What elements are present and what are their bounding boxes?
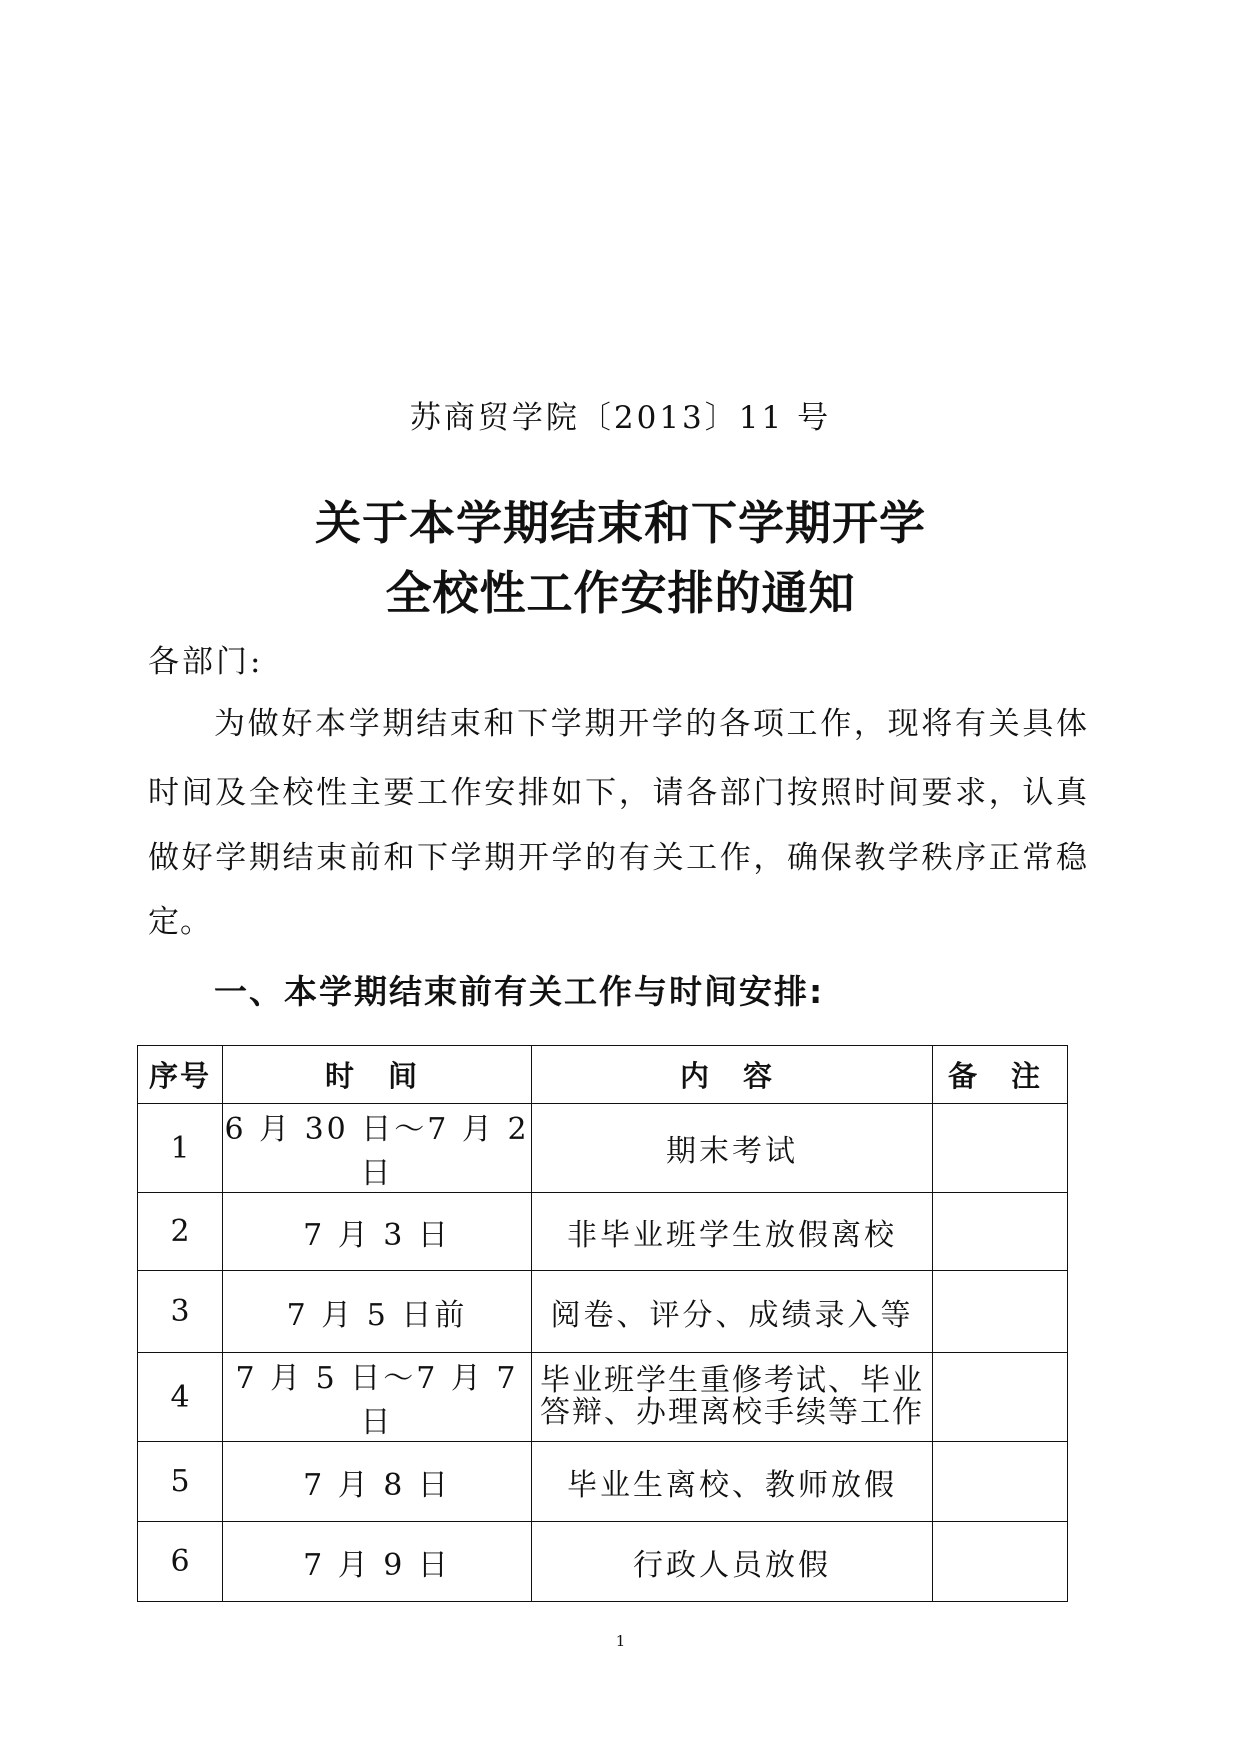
cell-time: 7 月 3 日 (223, 1193, 532, 1271)
cell-time: 7 月 9 日 (223, 1522, 532, 1602)
cell-note (933, 1353, 1068, 1442)
paragraph-line: 为做好本学期结束和下学期开学的各项工作，现将有关具体 (214, 706, 1088, 742)
cell-no: 1 (138, 1104, 223, 1193)
cell-note (933, 1104, 1068, 1193)
cell-time: 6 月 30 日～7 月 2 日 (223, 1104, 532, 1193)
cell-content (532, 1353, 933, 1442)
cell-content: 阅卷、评分、成绩录入等 (532, 1271, 933, 1353)
section-heading: 一、本学期结束前有关工作与时间安排: (214, 972, 825, 1011)
table-row (138, 1104, 1068, 1193)
header-no: 序号 (138, 1046, 223, 1104)
table-row (138, 1193, 1068, 1271)
cell-time: 7 月 5 日～7 月 7 日 (223, 1353, 532, 1442)
cell-content: 期末考试 (532, 1104, 933, 1193)
table-row (138, 1522, 1068, 1602)
salutation: 各部门: (148, 644, 264, 680)
paragraph-line: 定。 (148, 904, 212, 940)
cell-time: 7 月 5 日前 (223, 1271, 532, 1353)
paragraph-line: 时间及全校性主要工作安排如下，请各部门按照时间要求，认真 (148, 775, 1088, 811)
cell-content: 非毕业班学生放假离校 (532, 1193, 933, 1271)
cell-note (933, 1271, 1068, 1353)
table-row (138, 1442, 1068, 1522)
cell-no: 4 (138, 1353, 223, 1442)
header-note: 备 注 (933, 1046, 1068, 1104)
cell-content: 毕业生离校、教师放假 (532, 1442, 933, 1522)
table-row (138, 1353, 1068, 1442)
cell-content-line: 答辩、办理离校手续等工作 (540, 1395, 924, 1430)
paragraph-line: 做好学期结束前和下学期开学的有关工作，确保教学秩序正常稳 (148, 840, 1088, 876)
table-row (138, 1271, 1068, 1353)
cell-no: 2 (138, 1193, 223, 1271)
cell-content: 行政人员放假 (532, 1522, 933, 1602)
title-line-1: 关于本学期结束和下学期开学 (315, 496, 926, 550)
schedule-table (137, 1045, 1068, 1602)
cell-note (933, 1442, 1068, 1522)
page-number: 1 (615, 1632, 626, 1650)
cell-note (933, 1193, 1068, 1271)
title-line-2: 全校性工作安排的通知 (385, 566, 856, 620)
cell-time: 7 月 8 日 (223, 1442, 532, 1522)
table-header-row (138, 1046, 1068, 1104)
cell-content-line: 毕业班学生重修考试、毕业 (540, 1363, 924, 1398)
cell-no: 3 (138, 1271, 223, 1353)
header-time: 时 间 (223, 1046, 532, 1104)
cell-no: 5 (138, 1442, 223, 1522)
cell-no: 6 (138, 1522, 223, 1602)
header-content: 内 容 (532, 1046, 933, 1104)
cell-note (933, 1522, 1068, 1602)
document-number: 苏商贸学院〔2013〕11 号 (409, 400, 832, 436)
